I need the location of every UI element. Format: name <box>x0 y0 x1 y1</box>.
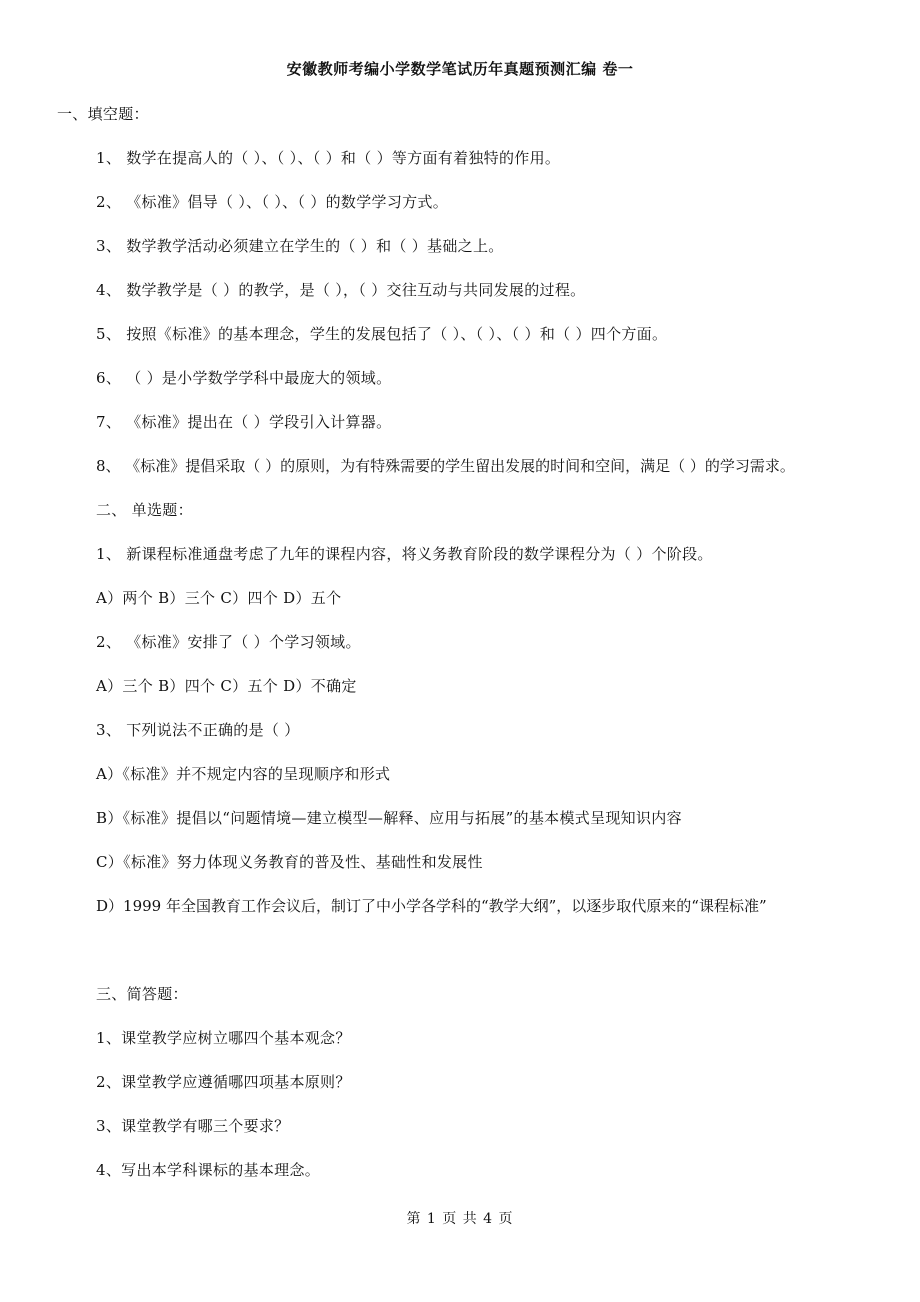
question-item: 2、 《标准》倡导（ ）、（ ）、（ ）的数学学习方式。 <box>96 193 449 211</box>
answer-option: B）《标准》提倡以“问题情境—建立模型—解释、应用与拓展”的基本模式呈现知识内容 <box>96 809 682 827</box>
document-title: 安徽教师考编小学数学笔试历年真题预测汇编 卷一 <box>286 60 634 78</box>
question-item: 3、课堂教学有哪三个要求？ <box>96 1117 290 1135</box>
question-item: 2、 《标准》安排了（ ）个学习领域。 <box>96 633 361 651</box>
answer-option: D）1999 年全国教育工作会议后，制订了中小学各学科的“教学大纲”，以逐步取代原来的“课程标准” <box>96 897 767 915</box>
question-item: 2、课堂教学应遵循哪四项基本原则？ <box>96 1073 351 1091</box>
question-item: 3、 数学教学活动必须建立在学生的（ ）和（ ）基础之上。 <box>96 237 504 255</box>
question-item: 4、写出本学科课标的基本理念。 <box>96 1161 321 1179</box>
question-item: 1、课堂教学应树立哪四个基本观念？ <box>96 1029 351 1047</box>
answer-options: A）两个 B）三个 C）四个 D）五个 <box>96 589 342 607</box>
question-item: 4、 数学教学是（ ）的教学，是（ ），（ ）交往互动与共同发展的过程。 <box>96 281 586 299</box>
answer-option: C）《标准》努力体现义务教育的普及性、基础性和发展性 <box>96 853 483 871</box>
question-item: 5、 按照《标准》的基本理念，学生的发展包括了（ ）、（ ）、（ ）和（ ）四个方面。 <box>96 325 668 343</box>
question-item: 1、 新课程标准通盘考虑了九年的课程内容，将义务教育阶段的数学课程分为（ ）个阶段。 <box>96 545 713 563</box>
answer-option: A）《标准》并不规定内容的呈现顺序和形式 <box>96 765 391 783</box>
page-footer: 第 1 页 共 4 页 <box>406 1211 514 1227</box>
answer-options: A）三个 B）四个 C）五个 D）不确定 <box>96 677 357 695</box>
section-heading-fill-blank: 一、填空题： <box>57 105 149 123</box>
question-item: 6、 （ ）是小学数学学科中最庞大的领域。 <box>96 369 392 387</box>
question-item: 3、 下列说法不正确的是（ ） <box>96 721 300 739</box>
section-heading-single-choice: 二、 单选题： <box>96 501 193 519</box>
question-item: 1、 数学在提高人的（ ）、（ ）、（ ）和（ ）等方面有着独特的作用。 <box>96 149 561 167</box>
section-heading-short-answer: 三、简答题： <box>96 985 188 1003</box>
question-item: 7、 《标准》提出在（ ）学段引入计算器。 <box>96 413 392 431</box>
question-item: 8、 《标准》提倡采取（ ）的原则，为有特殊需要的学生留出发展的时间和空间，满足（ ）的学习需求。 <box>96 457 795 475</box>
